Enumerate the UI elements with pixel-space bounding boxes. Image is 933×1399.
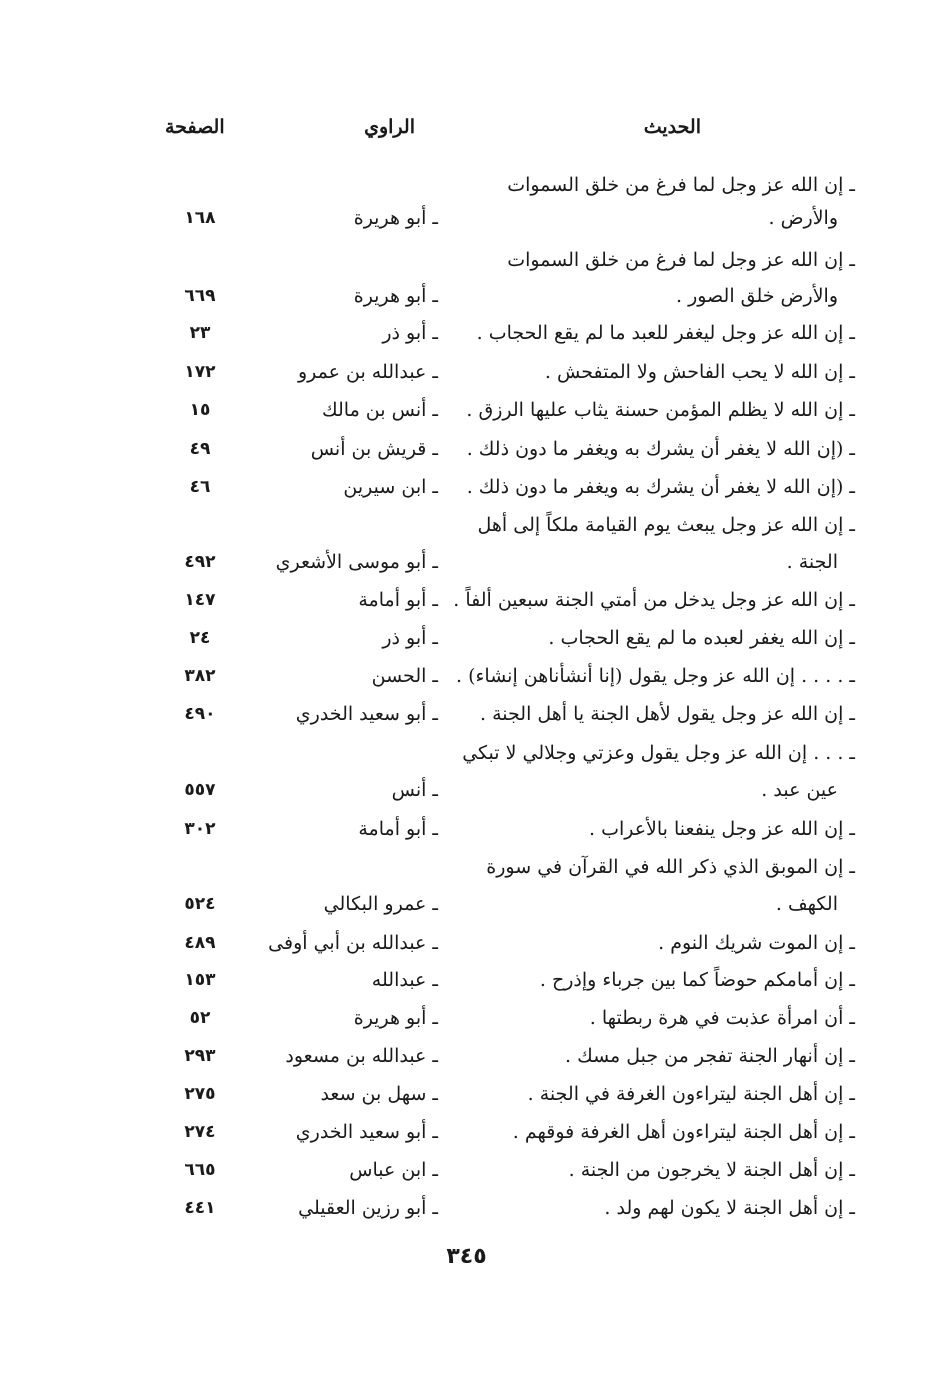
hadith-continuation: والأرض . xyxy=(768,207,838,229)
narrator-name: ـ أنس xyxy=(391,779,438,801)
page-ref: ٥٥٧ xyxy=(184,780,216,800)
narrator-name: ـ أبو هريرة xyxy=(353,207,438,229)
page-ref: ٤٩ xyxy=(189,439,211,459)
page-ref: ٢٩٣ xyxy=(184,1046,216,1066)
hadith-text: ـ (إن الله لا يغفر أن يشرك به ويغفر ما دون ذلك . xyxy=(466,438,855,460)
page-ref: ٦٦٩ xyxy=(184,286,216,306)
hadith-text: ـ إن الله عز وجل لما فرغ من خلق السموات xyxy=(507,174,855,196)
page-ref: ٤٨٩ xyxy=(184,933,216,953)
hadith-continuation: عين عبد . xyxy=(761,779,838,801)
hadith-text: ـ إن الله عز وجل ينفعنا بالأعراب . xyxy=(588,818,855,840)
page-ref: ٢٤ xyxy=(189,628,211,648)
narrator-name: ـ ابن سيرين xyxy=(343,476,438,498)
narrator-name: ـ عمرو البكالي xyxy=(323,893,438,915)
narrator-name: ـ أبو موسى الأشعري xyxy=(275,551,438,573)
page-ref: ٤٩٠ xyxy=(184,704,216,724)
column-header-narrator: الراوي xyxy=(364,116,415,138)
column-header-page: الصفحة xyxy=(165,116,225,138)
hadith-text: ـ إن الله عز وجل ليغفر للعبد ما لم يقع الحجاب . xyxy=(476,322,855,344)
hadith-text: ـ إن الله عز وجل يبعث يوم القيامة ملكاً إلى أهل xyxy=(477,514,855,536)
page-ref: ٦٦٥ xyxy=(184,1160,216,1180)
narrator-name: ـ أبو أمامة xyxy=(358,818,438,840)
hadith-text: ـ إن أهل الجنة ليتراءون أهل الغرفة فوقهم . xyxy=(512,1121,855,1143)
page-ref: ٣٠٢ xyxy=(184,819,216,839)
narrator-name: ـ أبو هريرة xyxy=(353,285,438,307)
hadith-continuation: الكهف . xyxy=(775,893,838,915)
narrator-name: ـ أبو سعيد الخدري xyxy=(295,1121,438,1143)
narrator-name: ـ سهل بن سعد xyxy=(320,1083,438,1105)
page-ref: ٢٧٤ xyxy=(184,1122,216,1142)
narrator-name: ـ عبدالله بن عمرو xyxy=(297,361,438,383)
narrator-name: ـ أبو هريرة xyxy=(353,1007,438,1029)
hadith-text: ـ إن الله عز وجل يدخل من أمتي الجنة سبعين ألفاً . xyxy=(453,589,855,611)
column-header-hadith: الحديث xyxy=(643,116,701,138)
hadith-text: ـ إن أهل الجنة لا يخرجون من الجنة . xyxy=(568,1159,855,1181)
page-ref: ١٥٣ xyxy=(184,970,216,990)
narrator-name: ـ أبو أمامة xyxy=(358,589,438,611)
hadith-continuation: الجنة . xyxy=(786,551,838,573)
hadith-text: ـ إن الموبق الذي ذكر الله في القرآن في سورة xyxy=(486,856,855,878)
narrator-name: ـ ابن عباس xyxy=(349,1159,438,1181)
hadith-text: ـ إن الله عز وجل يقول لأهل الجنة يا أهل الجنة . xyxy=(480,703,855,725)
hadith-text: ـ إن أمامكم حوضاً كما بين جرباء وإذرح . xyxy=(539,969,855,991)
hadith-text: ـ إن الموت شريك النوم . xyxy=(658,932,855,954)
page-number: ٣٤٥ xyxy=(446,1244,487,1269)
hadith-text: ـ إن الله لا يظلم المؤمن حسنة يثاب عليها الرزق . xyxy=(466,399,855,421)
narrator-name: ـ عبدالله بن أبي أوفى xyxy=(268,932,438,954)
hadith-text: ـ . . . إن الله عز وجل يقول وعزتي وجلالي لا تبكي xyxy=(462,742,855,764)
page-ref: ٣٨٢ xyxy=(184,666,216,686)
hadith-text: ـ إن أهل الجنة ليتراءون الغرفة في الجنة . xyxy=(527,1083,855,1105)
hadith-continuation: والأرض خلق الصور . xyxy=(675,285,838,307)
hadith-text: ـ إن الله لا يحب الفاحش ولا المتفحش . xyxy=(544,361,855,383)
page-ref: ١٥ xyxy=(189,400,211,420)
narrator-name: ـ أنس بن مالك xyxy=(322,399,438,421)
page-ref: ١٤٧ xyxy=(184,590,216,610)
page-ref: ٤٩٢ xyxy=(184,552,216,572)
hadith-text: ـ (إن الله لا يغفر أن يشرك به ويغفر ما دون ذلك . xyxy=(466,476,855,498)
page-ref: ٥٢ xyxy=(189,1008,211,1028)
page-ref: ١٦٨ xyxy=(184,208,216,228)
hadith-text: ـ إن أنهار الجنة تفجر من جبل مسك . xyxy=(565,1045,855,1067)
hadith-text: ـ إن الله يغفر لعبده ما لم يقع الحجاب . xyxy=(548,627,855,649)
page-ref: ١٧٢ xyxy=(184,362,216,382)
narrator-name: ـ أبو سعيد الخدري xyxy=(295,703,438,725)
hadith-text: ـ إن الله عز وجل لما فرغ من خلق السموات xyxy=(507,249,855,271)
page-ref: ٤٦ xyxy=(189,477,211,497)
page-ref: ٤٤١ xyxy=(184,1198,216,1218)
narrator-name: ـ عبدالله بن مسعود xyxy=(285,1045,438,1067)
narrator-name: ـ قريش بن أنس xyxy=(310,438,438,460)
page-ref: ٥٢٤ xyxy=(184,894,216,914)
narrator-name: ـ أبو ذر xyxy=(382,322,438,344)
hadith-text: ـ إن أهل الجنة لا يكون لهم ولد . xyxy=(604,1197,855,1219)
page-ref: ٢٣ xyxy=(189,323,211,343)
hadith-text: ـ أن امرأة عذبت في هرة ربطتها . xyxy=(589,1007,855,1029)
narrator-name: ـ أبو رزين العقيلي xyxy=(298,1197,438,1219)
narrator-name: ـ أبو ذر xyxy=(382,627,438,649)
narrator-name: ـ الحسن xyxy=(371,665,438,687)
hadith-text: ـ . . . . إن الله عز وجل يقول (إنا أنشأناهن إنشاء) . xyxy=(456,665,855,687)
narrator-name: ـ عبدالله xyxy=(371,969,438,991)
page-ref: ٢٧٥ xyxy=(184,1084,216,1104)
